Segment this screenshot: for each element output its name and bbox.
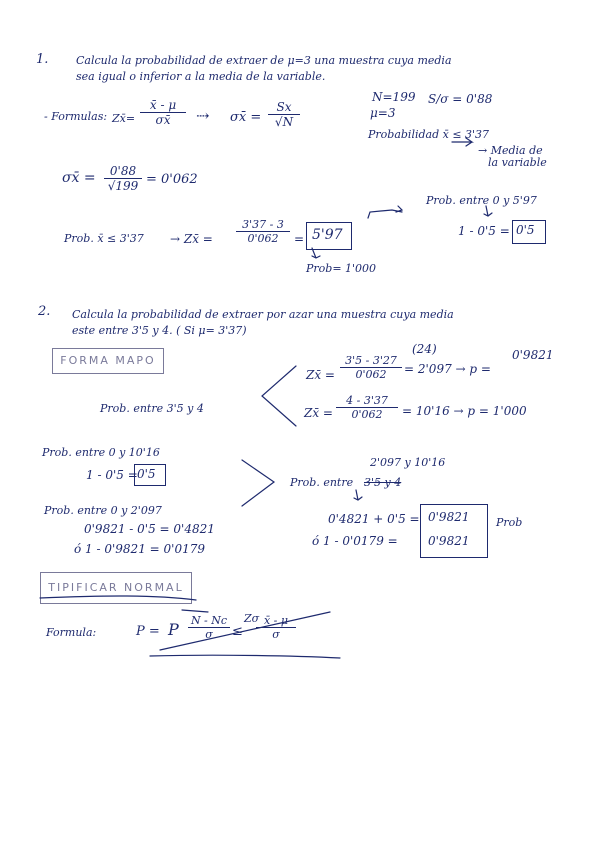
section3-term2-top: Zσ — [244, 612, 260, 625]
angle-bracket-upper — [262, 366, 296, 426]
z-calc-result: 5'97 — [312, 227, 343, 243]
range-label: Prob. entre 3'5 y 4 — [100, 402, 204, 415]
z1-p-top: 0'9821 — [512, 348, 554, 362]
right-tag: Prob — [496, 516, 523, 529]
z1-denominator: 0'062 — [355, 368, 387, 381]
right-alt-result: 0'9821 — [428, 534, 470, 548]
z2-result: = 10'16 → p = 1'000 — [402, 404, 527, 418]
right-struck: 3'5 y 4 — [364, 476, 402, 489]
problem1-number: 1. — [36, 52, 49, 67]
left1-calc: 1 - 0'5 = — [86, 468, 138, 482]
given-n: N=199 — [372, 90, 416, 104]
left2-alt: ó 1 - 0'9821 = 0'0179 — [74, 542, 205, 556]
side-down-arrow — [484, 206, 492, 216]
z-calc-numerator: 3'37 - 3 — [236, 218, 290, 232]
z1-result: = 2'097 → p = — [404, 362, 491, 376]
left2-label: Prob. entre 0 y 2'097 — [44, 504, 162, 517]
problem1-statement-line1: Calcula la probabilidad de extraer de μ=3 una muestra cuya media — [76, 54, 452, 67]
z-calc-arrow: → Zx̄ = — [170, 232, 213, 246]
z-calc-lhs: Prob. x̄ ≤ 3'37 — [64, 232, 144, 245]
annotation-line2: la variable — [488, 156, 547, 169]
section3-p-open: P — [168, 620, 179, 639]
right-top: 2'097 y 10'16 — [370, 456, 446, 469]
side-result: 0'5 — [516, 223, 535, 237]
bracket-link-arrowhead — [396, 206, 402, 212]
right-down-arrow — [354, 490, 362, 500]
sigma-formula-lhs: σx̄ = — [230, 110, 262, 125]
z2-denominator: 0'062 — [351, 408, 383, 421]
section3-term2-denominator: σ — [272, 628, 280, 641]
angle-bracket-lower — [242, 460, 274, 506]
reference-number: (24) — [412, 342, 437, 356]
sigma-calc-numerator: 0'88 — [104, 164, 142, 179]
sigma-calc-denominator: √199 — [107, 179, 139, 193]
side-calc: 1 - 0'5 = — [458, 224, 510, 238]
problem2-statement-line2: este entre 3'5 y 4. ( Si μ= 3'37) — [72, 324, 247, 337]
stamp-underline-stroke — [40, 596, 196, 600]
probability-label: Probabilidad x̄ ≤ 3'37 — [368, 128, 490, 141]
section3-p-prefix: P = — [136, 624, 160, 639]
right-result: 0'9821 — [428, 510, 470, 524]
right-label: Prob. entre — [290, 476, 354, 489]
sigma-formula-denominator: √N — [274, 115, 294, 129]
left1-label: Prob. entre 0 y 10'16 — [42, 446, 160, 459]
left2-calc: 0'9821 - 0'5 = 0'4821 — [84, 522, 215, 536]
formula-scribble-stroke — [160, 610, 330, 650]
sigma-calc-result: = 0'062 — [146, 172, 198, 187]
z2-numerator: 4 - 3'37 — [336, 394, 398, 408]
z1-lhs: Zx̄ = — [306, 368, 335, 382]
z-formula-prefix: Zx̄= — [112, 112, 136, 125]
formula-label: - Formulas: — [44, 110, 108, 123]
problem2-number: 2. — [38, 304, 51, 319]
stamp-forma-mapo: FORMA MAPO — [52, 348, 164, 374]
section3-term1-numerator: N - Nc — [188, 614, 230, 628]
annotation-line1: → Media de — [478, 144, 543, 157]
right-alt: ó 1 - 0'0179 = — [312, 534, 398, 548]
side-label: Prob. entre 0 y 5'97 — [426, 194, 537, 207]
right-calc: 0'4821 + 0'5 = — [328, 512, 420, 526]
z-formula-denominator: σx̄ — [155, 113, 171, 127]
section3-formula-label: Formula: — [46, 626, 97, 639]
z2-lhs: Zx̄ = — [304, 406, 333, 420]
section3-term1-denominator: σ — [205, 628, 213, 641]
underline-stroke — [150, 655, 340, 658]
problem1-statement-line2: sea igual o inferior a la media de la variable. — [76, 70, 326, 83]
z-calc-denominator: 0'062 — [247, 232, 279, 245]
z-formula-numerator: x̄ - μ — [140, 98, 186, 113]
section3-le: ≤ — [232, 624, 243, 639]
sigma-calc-lhs: σx̄ = — [62, 170, 96, 186]
left1-result: 0'5 — [137, 467, 156, 481]
section3-term2-numerator: x̄ - μ — [256, 614, 296, 628]
problem2-statement-line1: Calcula la probabilidad de extraer por azar una muestra cuya media — [72, 308, 454, 321]
given-mu: μ=3 — [370, 106, 396, 120]
given-s: S/σ = 0'88 — [428, 92, 493, 106]
stamp-tipificar-normal: TIPIFICAR NORMAL — [40, 572, 192, 604]
z1-numerator: 3'5 - 3'27 — [340, 354, 402, 368]
annotation-arrow — [452, 138, 472, 146]
prob-note: Prob= 1'000 — [306, 262, 377, 275]
z-calc-equals: = — [294, 232, 305, 246]
sigma-formula-numerator: Sx — [268, 100, 300, 115]
prob-down-arrow — [312, 248, 320, 258]
formula-arrow: ⇢ — [196, 106, 210, 125]
